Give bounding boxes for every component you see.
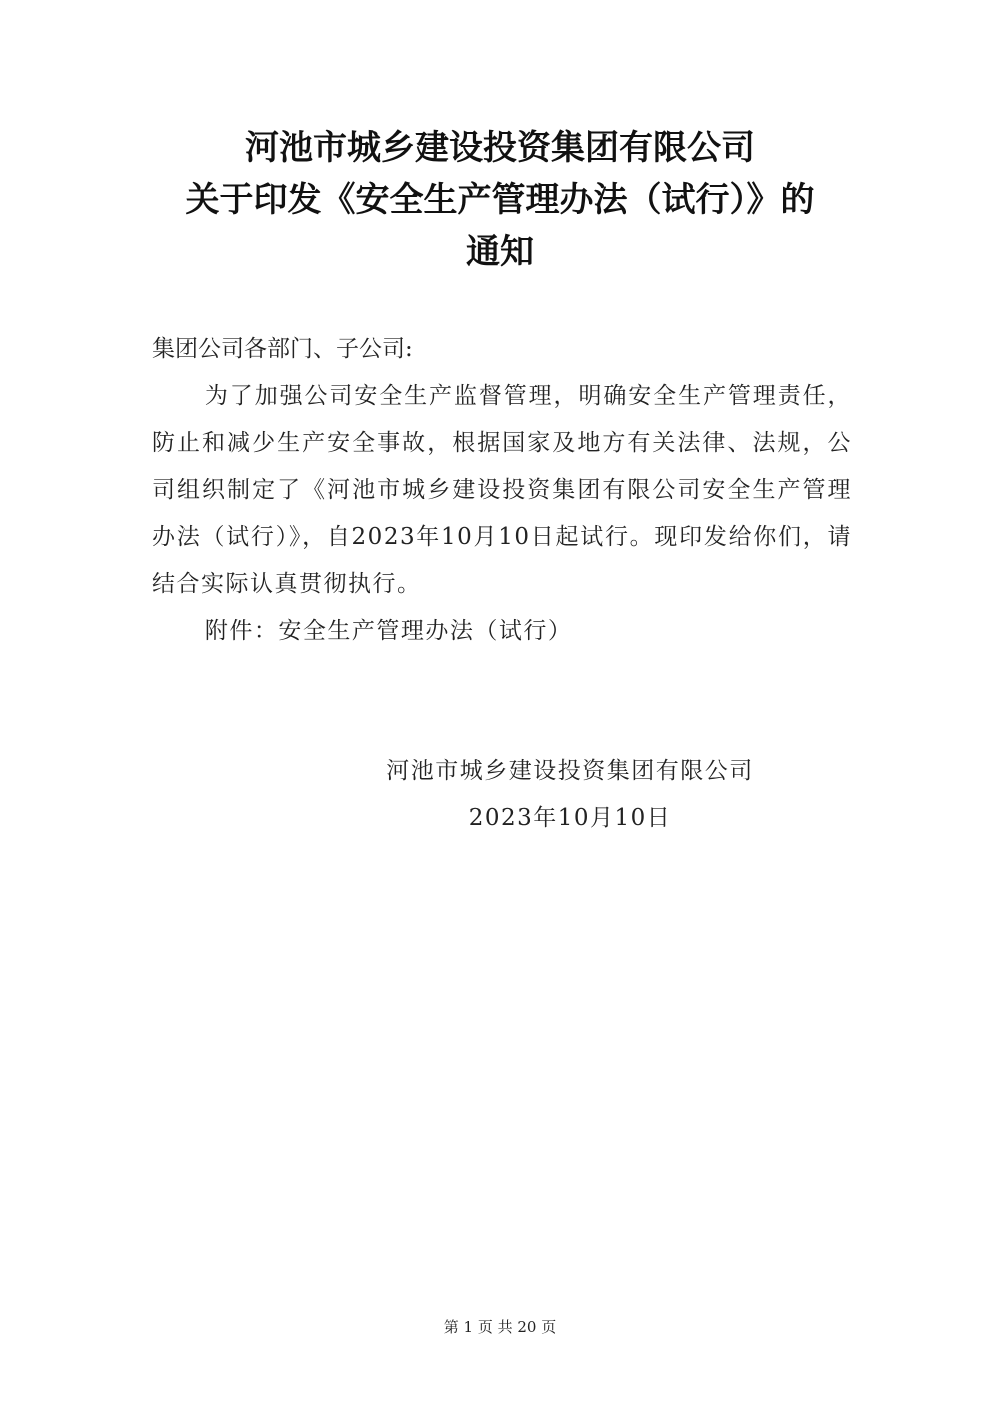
body-paragraph: 为了加强公司安全生产监督管理，明确安全生产管理责任，防止和减少生产安全事故，根据国家及地方有关法律、法规，公司组织制定了《河池市城乡建设投资集团有限公司安全生产管理办法（试行）》，自2023年10月10日起试行。现印发给你们，请结合实际认真贯彻执行。 bbox=[152, 383, 852, 597]
title-line-1: 河池市城乡建设投资集团有限公司 bbox=[245, 128, 755, 168]
page-footer: 第 1 页 共 20 页 bbox=[443, 1318, 557, 1336]
attachment-line: 附件：安全生产管理办法（试行） bbox=[204, 618, 573, 644]
salutation: 集团公司各部门、子公司: bbox=[152, 336, 413, 362]
document-title bbox=[120, 122, 880, 278]
document-body bbox=[152, 326, 852, 655]
title-line-2: 关于印发《安全生产管理办法（试行）》的 bbox=[185, 180, 815, 220]
signature-block bbox=[360, 748, 780, 842]
title-line-3: 通知 bbox=[466, 232, 534, 272]
signature-date: 2023年10月10日 bbox=[468, 805, 672, 831]
signature-organization: 河池市城乡建设投资集团有限公司 bbox=[386, 758, 754, 784]
